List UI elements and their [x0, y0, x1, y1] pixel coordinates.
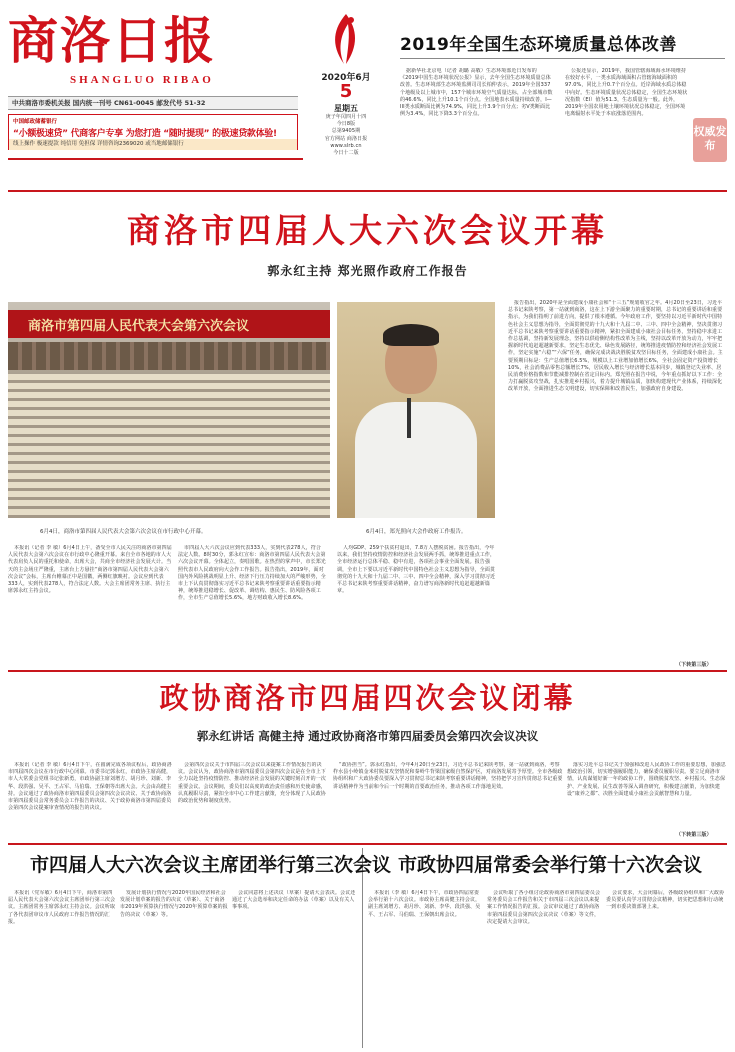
publication-info-bar: 中共商洛市委机关报 国内统一刊号 CN61-0045 邮发代号 51-32: [8, 96, 298, 110]
second-body-column-3: [333, 762, 563, 840]
congress-hall-photo: [8, 302, 330, 518]
bottom-right-column-3: [606, 890, 728, 1048]
bottom-left-column-1: [8, 890, 116, 1048]
second-body-text-2: 会第四次会议关于市四届三次会议以来提案工作情况报告的决议。会议认为，政协商洛市第四届委员会第四次会议是在全市上下全力以赴坚持疫情防控、推动经济社会发展的关键时刻召开的一次重要会议。会议期间，委员们以高度的政治责任感和历史使命感，认真履职尽责，紧扣全市中心工作建言献策，充分体现了人民政协的政治优势和制度优势。: [178, 762, 326, 805]
top-story-text-1: 据新华社北京电（记者 胡璐 高敬）生态环境部近日发布的《2019中国生态环境状况公报》显示，去年全国生态环境质量总体改善。生态环境部生态环境监测司司长柏仲表示，2019年全国337个地级及以上城市中，157个城市环境空气质量达标，占全部城市数的46.6%，同比上升10.1个百分点。全国地表水质量持续改善，I—III类水质断面比例为74.9%，同比上升3.9个百分点；劣V类断面比例为3.4%，同比下降3.3个百分点。: [400, 68, 553, 118]
speaker-hair: [383, 324, 439, 346]
top-story-text-2: 公报还显示，2019年，我国管辖海域海水环境维持在较好水平，一类水质海域面积占管辖海域面积的97.0%，同比上升0.7个百分点。近岸海域水质总体稳中向好。生态环境质量状况总体稳定，全国生态环境状况指数（EI）值为51.3，生态质量为一般。此外，2019年全国农用地土壤环境状况总体稳定，全国环境电离辐射水平处于本底涨落范围内。: [565, 68, 688, 118]
site-label: 官方网站 商洛日报: [324, 135, 368, 142]
continue-note: （下转第三版）: [676, 662, 712, 668]
divider: [8, 843, 727, 845]
bottom-right-headline: 市政协四届常委会举行第十六次会议: [398, 854, 703, 876]
column-divider: [362, 848, 363, 1048]
lunar-date-2: 今日8版: [336, 121, 356, 128]
issue-weekday: 星期五: [334, 104, 358, 113]
bank-advertisement: [8, 114, 298, 150]
lead-headline: 商洛市四届人大六次会议开幕: [127, 211, 608, 250]
second-body-column-1: [8, 762, 173, 840]
bottom-left-headline: 市四届人大六次会议主席团举行第三次会议: [30, 854, 392, 876]
divider: [400, 58, 725, 59]
microphone: [407, 398, 411, 438]
crane-logo-icon: [324, 12, 368, 68]
hall-banner-text: 商洛市第四届人民代表大会第六次会议: [28, 319, 250, 334]
bottom-right-text-3: 会议要求，大会闭幕后，各级政协组织和广大政协委员要认真学习贯彻会议精神，切实把思想和行动统一到市委决策部署上来。: [606, 890, 725, 911]
bottom-right-column-1: [368, 890, 483, 1048]
continue-note-2: （下转第三版）: [676, 832, 712, 838]
second-body-text-4: 落实习近平总书记关于加强和改进人民政协工作的重要思想，加强思想政治引领，切实增强履职能力，确保委员履职尽责。要立足商洛市情，认真谋划好新一年的政协工作，围绕脱贫攻坚、乡村振兴、生态保护、产业发展、民生改善等深入调查研究，积极建言献策，为加快建设“康养之都”、决胜全面建成小康社会贡献智慧和力量。: [567, 762, 727, 797]
speaker-body: [355, 402, 477, 518]
page-count: 今日十二版: [333, 150, 359, 157]
top-story-column-1: [400, 68, 555, 168]
photo-caption-2: 6月4日，郑光照向大会作政府工作报告。: [366, 529, 467, 535]
divider: [8, 158, 303, 160]
second-body-column-4: [567, 762, 727, 832]
lead-right-column: [508, 300, 726, 670]
divider: [8, 670, 727, 672]
ad-slogan: “小额极速贷” 代商客户专享 为您打造 “随时提现” 的极速贷款体验!: [13, 129, 277, 139]
photo-caption-1: 6月4日，商洛市第四届人民代表大会第六次会议在市行政中心开幕。: [40, 529, 207, 535]
speaker-photo: [337, 302, 495, 518]
bottom-right-column-2: [487, 890, 602, 1048]
audience-seats: [8, 374, 330, 518]
bottom-right-text-1: 本报讯（李 敏）6月4日下午，市政协四届常委会举行第十六次会议。市政协主席高健主持会议，副主席刘增方、胡月珍、刘新、李华、段洪强、吴平、王占军、马伯瑞、王保朝出席会议。: [368, 890, 481, 918]
lead-body-text-1: 本报讯（记者 李 敏）6月4日上午，备受全市人民关注的商洛市第四届人民代表大会第六次会议在市行政中心隆重开幕。来自全市各地的市人大代表肩负人民的重托和使命，出席大会，共商全市经济社会发展大计。当天的主会场庄严隆重，主席台上方悬挂“商洛市第四届人民代表大会第六次会议”会标，主席台帷幕正中是国徽，两侧红旗映衬。会议应到代表333人，实到代表278人，符合法定人数。大会主席团常务主席、执行主席郭永红主持会议。: [8, 545, 172, 595]
lunar-date: 庚子年闰四月十四: [325, 114, 367, 120]
bottom-left-column-3: [232, 890, 357, 1048]
divider: [8, 190, 727, 192]
bottom-right-text-2: 会议听取了各小组讨论政协商洛市第四届委员会常务委员会工作报告和关于市四届三次会议以来提案工作情况报告的汇报。会议审议通过了政协商洛市第四届委员会第四次会议决议（草案）等文件，决定提请大会审议。: [487, 890, 601, 925]
bottom-left-text-2: 发展计划执行情况与2020年国民经济和社会发展计划草案的报告的决议（草案）、关于商洛市2019年预算执行情况与2020年预算草案的报告的决议（草案）等。: [120, 890, 228, 918]
bottom-left-text-1: 本报讯（党军敏）6月4日下午，商洛市第四届人民代表大会第六次会议主席团举行第三次会议。主席团常务主席郭永红主持会议。会议听取了各代表团审议市人民政府工作报告情况的汇报。: [8, 890, 116, 925]
top-story-column-2: [565, 68, 690, 168]
ad-footer: 线上操作 极速提款 纯信用 免担保 详情咨询2369020 或当地邮储银行: [9, 139, 297, 150]
second-subheadline: 郭永红讲话 高健主持 通过政协商洛市第四届委员会第四次会议决议: [196, 729, 539, 743]
lead-body-column-2: [178, 545, 326, 663]
lead-body-column-3: [337, 545, 497, 663]
lead-subheadline: 郭永红主持 郑光照作政府工作报告: [267, 264, 468, 278]
newspaper-pinyin: SHANGLUO RIBAO: [70, 74, 214, 86]
issue-number: 总第9405期: [331, 128, 361, 135]
ad-bank-name: 中国邮政储蓄银行: [13, 119, 58, 125]
second-body-text-3: “政协担当”。郭永红指出，今年4月20日至23日，习近平总书记来陕考察，第一站就到商洛，考察柞水县小岭镇金米村脱贫攻坚情况和秦岭牛背梁国家级自然保护区，对商洛发展寄予厚望。全市各级政协组织和广大政协委员要深入学习贯彻总书记来陕考察重要讲话精神，坚持把学习宣传贯彻总书记重要讲话精神作为当前和今后一个时期的首要政治任务，推动各项工作落地见效。: [333, 762, 563, 790]
lead-body-column-1: [8, 545, 173, 663]
authoritative-release-badge: 权威发布: [693, 118, 727, 162]
issue-date-day: 5: [339, 81, 353, 102]
newspaper-logo: 商洛日报: [8, 11, 216, 70]
lead-right-text: 报告指出，2020年是全面建成小康社会和“十三五”规划收官之年。4月20日至23日，习近平总书记来陕考察，第一站就到商洛，这在上下游全面聚力的重要时期，总书记的重要讲话和重要指示，为我们指明了前进方向，提供了根本遵循。今年政府工作，要坚持以习近平新时代中国特色社会主义思想为指导，全面贯彻党的十九大和十九届二中、三中、四中全会精神，坚决贯彻习近平总书记来陕考察重要讲话重要指示精神，紧扣全面建成小康社会目标任务，坚持稳中求进工作总基调，坚持新发展理念，坚持以供给侧结构性改革为主线，坚持以改革开放为动力，牢牢把握新时代追赶超越新要求，坚定生态优先、绿色发展路径，统筹推进疫情防控和经济社会发展工作，坚定实施“六稳”“六保”任务，确保完成决战决胜脱贫攻坚目标任务，全面建成小康社会。主要预期目标是：生产总值增长6.5%，规模以上工业增加值增长6%，全社会固定资产投资增长10%，社会消费品零售总额增长7%，居民收入增长与经济增长基本同步，城镇登记失业率、居民消费价格指数和节能减排控制在省定目标内。郑光照在报告中说，今年重点抓好以下工作：全力打赢脱贫攻坚战，扎实推进乡村振兴，着力提升城镇品质，加快构建现代产业体系，持续深化改革开放，全面推进生态文明建设，切实保障和改善民生，加强政府自身建设。: [508, 300, 723, 393]
stage: [8, 342, 330, 370]
second-body-column-2: [178, 762, 328, 840]
second-headline: 政协商洛市四届四次会议闭幕: [159, 681, 576, 715]
date-block: [312, 70, 380, 157]
bottom-left-text-3: 会议同意将上述决议（草案）提请大会表决。会议还通过了大会选举和决定任命的办法（草案）以及有关人事事项。: [232, 890, 356, 911]
site-url: www.slrb.cn: [330, 142, 362, 149]
bottom-left-column-2: [120, 890, 228, 1048]
lead-body-text-3: 人均GDP、259个扶贫村退出，7.8万人摆脱贫困。报告指出，今年以来，我们坚持疫情防控和经济社会发展两手抓，统筹推进重点工作，全市经济运行总体平稳、稳中有进，各项社会事业全面发展。报告强调，全市上下要以习近平新时代中国特色社会主义思想为指导，全面贯彻党的十九大和十九届二中、三中、四中全会精神，深入学习贯彻习近平总书记来陕考察重要讲话精神，奋力谱写商洛新时代追赶超越新篇章。: [337, 545, 496, 595]
top-story-headline: 2019年全国生态环境质量总体改善: [400, 35, 677, 55]
lead-body-text-2: 市四届人大六次会议应到代表333人，实到代表278人，符合法定人数。8时30分，郭永红宣布：商洛市第四届人民代表大会第六次会议开幕。全体起立，奏唱国歌。在热烈的掌声中，市长郑光照代表市人民政府向大会作工作报告。报告指出，2019年，面对国内外风险挑战明显上升、经济下行压力持续加大的严峻形势，全市上下认真贯彻落实习近平总书记来陕考察重要讲话重要指示精神，统筹推进稳增长、促改革、调结构、惠民生、防风险各项工作，全市生产总值增长5.6%，地方财政收入增长8.6%。: [178, 545, 326, 602]
issue-date-month: 2020年6月: [321, 73, 371, 83]
second-body-text-1: 本报讯（记者 李 敏）6月4日下午，在圆满完成各项议程后，政协商洛市四届四次会议在市行政中心闭幕。市委书记郭永红，市政协主席高健，市人大常委会党组书记张新勇，市政协副主席刘增方、胡月珍、刘新、李华、段洪强、吴平、王占军、马伯瑞、王保朝等出席大会。大会由高健主持。会议通过了政协商洛市第四届委员会第四次会议决议、关于政协商洛市第四届委员会常务委员会工作报告的决议、关于政协商洛市第四届委员会第四次会议提案审查情况的报告的决议。: [8, 762, 172, 812]
